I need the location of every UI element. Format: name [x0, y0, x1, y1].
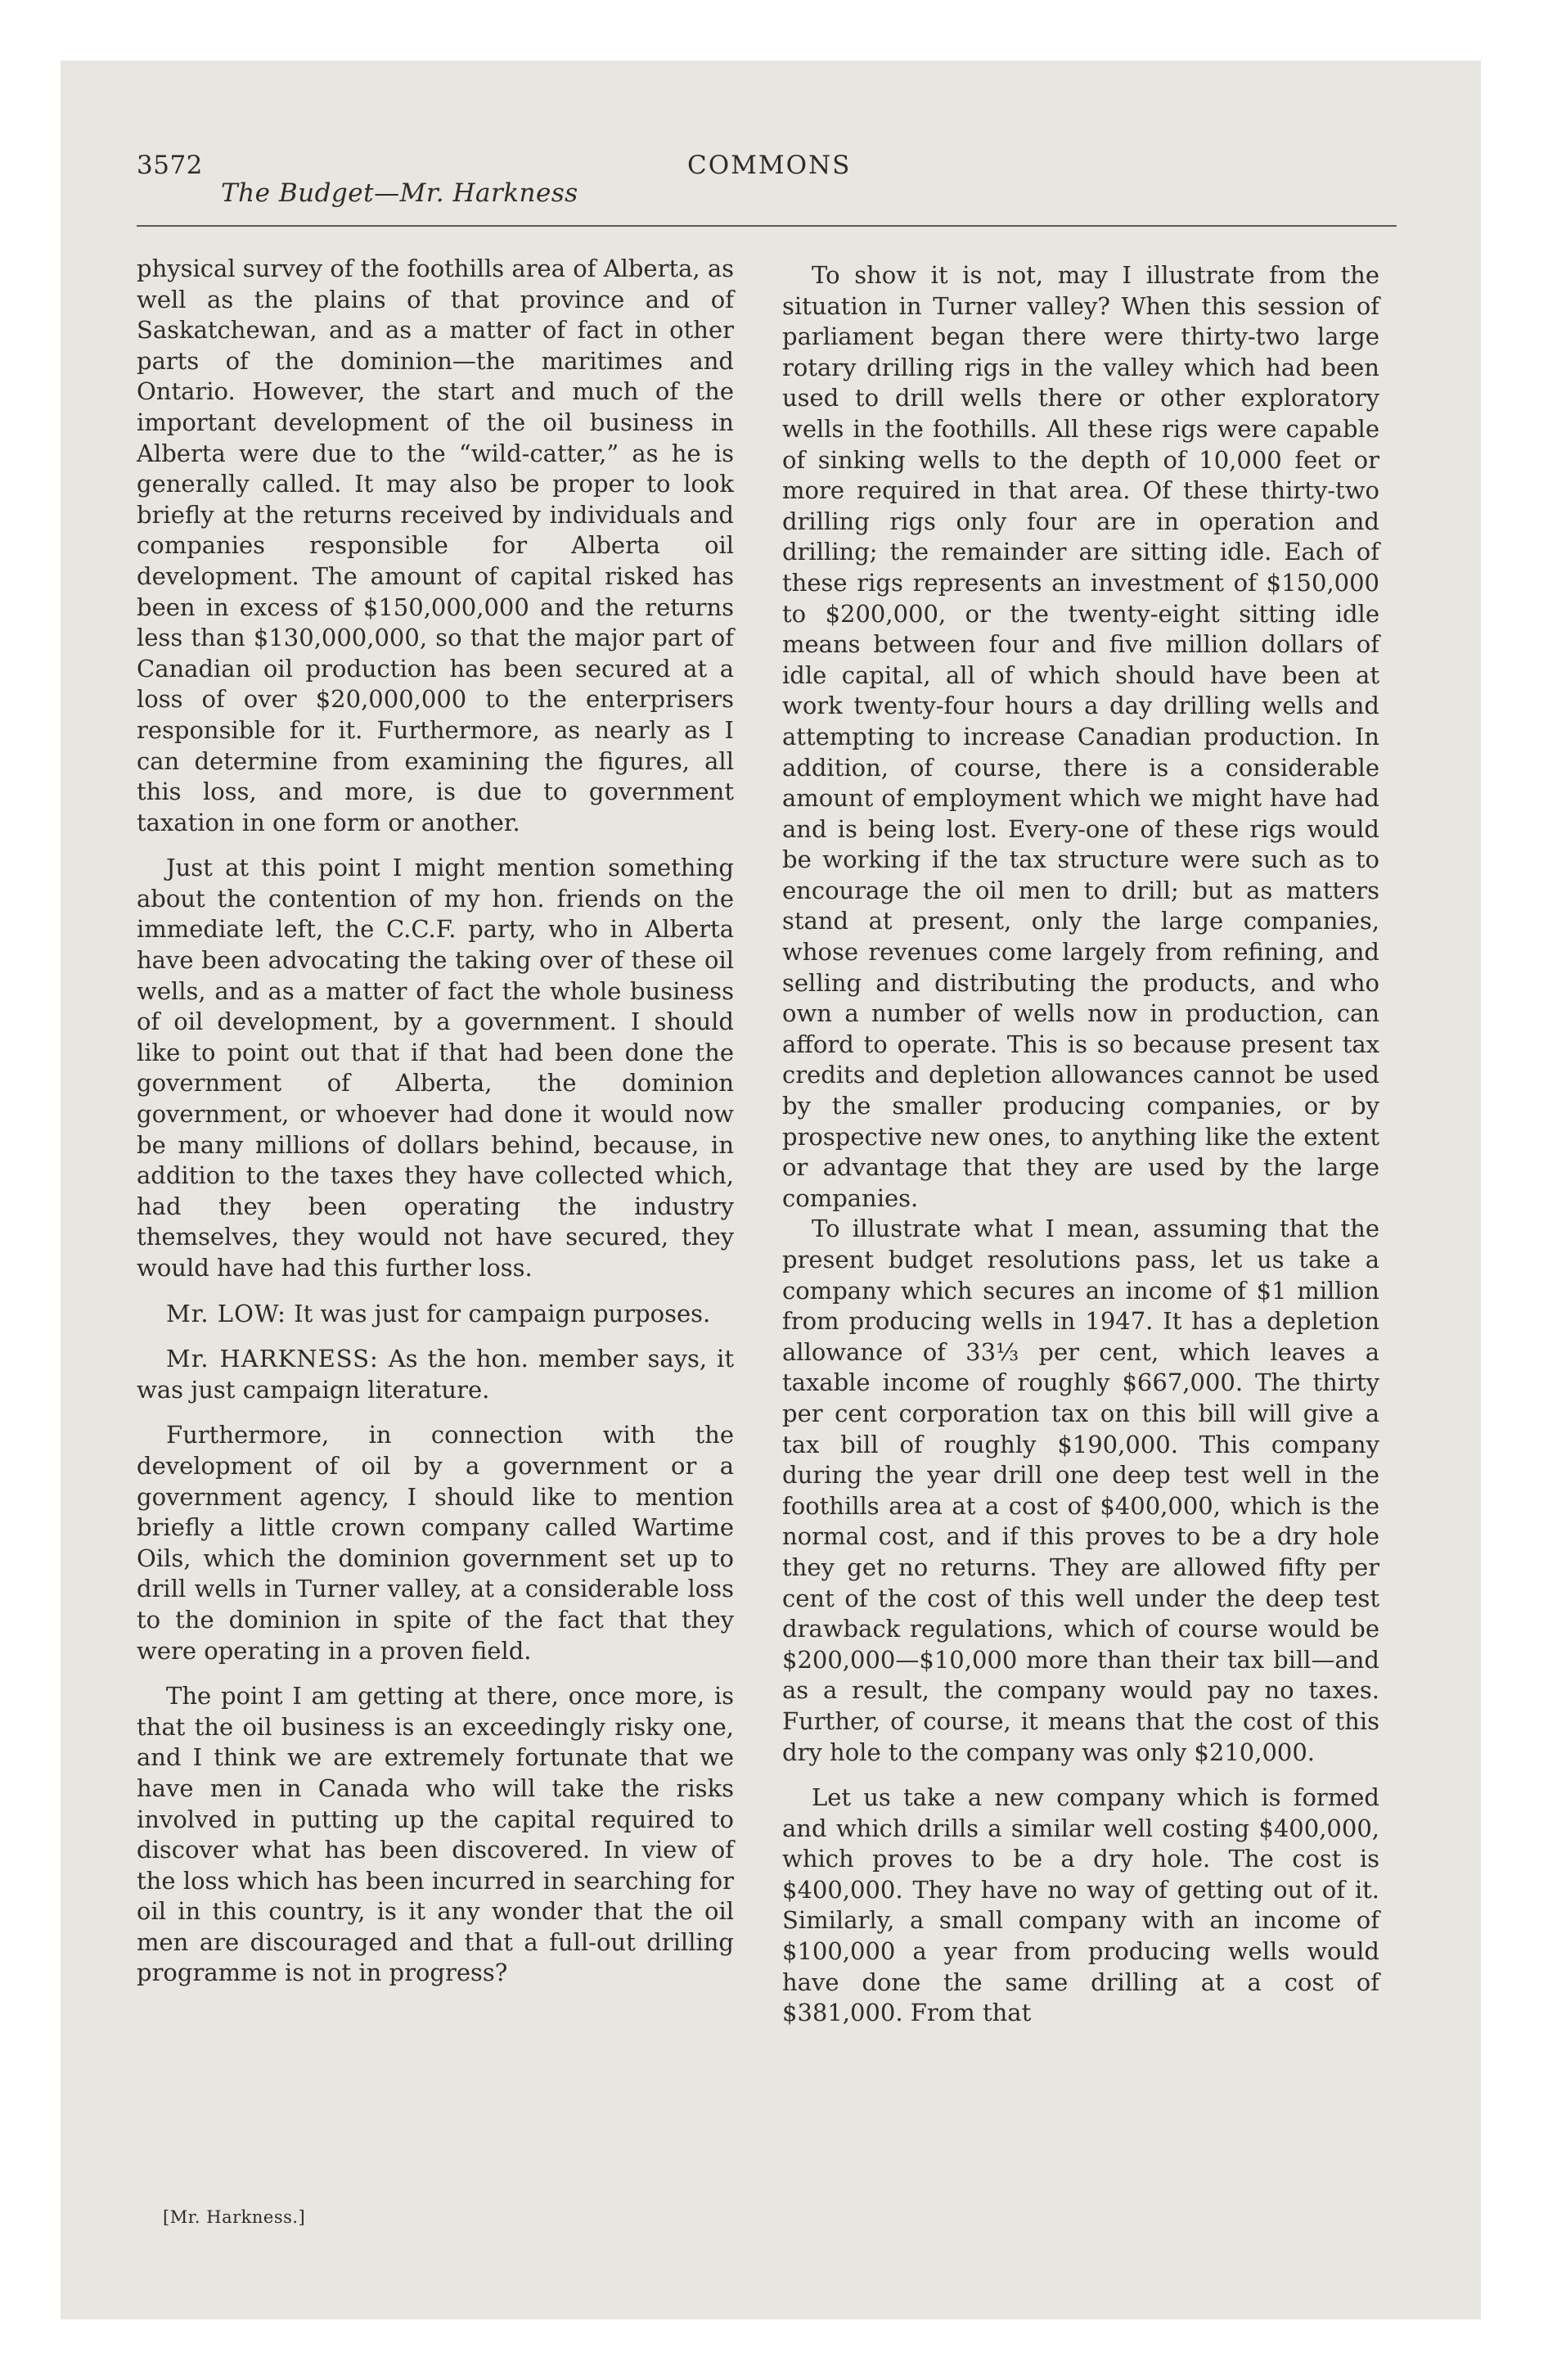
page-number: 3572: [137, 151, 203, 180]
paragraph: To show it is not, may I illustrate from the situation in Turner valley? When this session of parliament began there were thirty-two large rotary drilling rigs in the valley which had been used to drill wells there or other exploratory wells in the foothills. All these rigs were capable of sinking wells to the depth of 10,000 feet or more required in that area. Of these thirty-two drilling rigs only four are in operation and drilling; the remainder are sitting idle. Each of these rigs represents an investment of $150,000 to $200,000, or the twenty-eight sitting idle means between four and five million dollars of idle capital, all of which should have been at work twenty-four hours a day drilling wells and attempting to increase Canadian production. In addition, of course, there is a considerable amount of employment which we might have had and is being lost. Every-one of these rigs would be working if the tax structure were such as to encourage the oil men to drill; but as matters stand at present, only the large companies, whose revenues come largely from refining, and selling and distributing the products, and who own a number of wells now in production, can afford to operate. This is so because present tax credits and depletion allowances cannot be used by the smaller producing companies, or by prospective new ones, to anything like the extent or advantage that they are used by the large companies.: [782, 261, 1379, 1212]
left-column: [137, 254, 734, 1989]
chamber-label: COMMONS: [687, 151, 852, 180]
paragraph: Let us take a new company which is formed and which drills a similar well costing $400,000, which proves to be a dry hole. The cost is $400,000. They have no way of getting out of it. Similarly, a small company with an income of $100,000 a year from producing wells would have done the same drilling at a cost of $381,000. From that: [782, 1783, 1379, 2027]
speaker-name: Mr. HARKNESS:: [166, 1345, 379, 1373]
paragraph: The point I am getting at there, once more, is that the oil business is an exceedingly risky one, and I think we are extremely fortunate that we have men in Canada who will take the risks involved in putting up the capital required to discover what has been discovered. In view of the loss which has been incurred in searching for oil in this country, is it any wonder that the oil men are discouraged and that a full-out drilling programme is not in progress?: [137, 1682, 734, 1987]
footer-note: [Mr. Harkness.]: [163, 2207, 306, 2227]
speech-text: As the hon. member says, it was just campaign literature.: [137, 1345, 734, 1404]
paragraph: physical survey of the foothills area of Alberta, as well as the plains of that province and of Saskatchewan, and as a matter of fact in other parts of the dominion—the maritimes and Ontario. However, the start and much of the important development of the oil business in Alberta were due to the “wild-catter,” as he is generally called. It may also be proper to look briefly at the returns received by individuals and companies responsible for Alberta oil development. The amount of capital risked has been in excess of $150,000,000 and the returns less than $130,000,000, so that the major part of Canadian oil production has been secured at a loss of over $20,000,000 to the enterprisers responsible for it. Furthermore, as nearly as I can determine from examining the figures, all this loss, and more, is due to government taxation in one form or another.: [137, 255, 734, 836]
interjection: [137, 1299, 734, 1330]
interjection: [137, 1344, 734, 1405]
speech-text: It was just for campaign purposes.: [286, 1299, 711, 1327]
page-header: [137, 147, 1397, 221]
running-title: The Budget—Mr. Harkness: [221, 178, 578, 208]
header-rule: [137, 225, 1397, 227]
paragraph: Furthermore, in connection with the development of oil by a government or a government agency, I should like to mention briefly a little crown company called Wartime Oils, which the dominion government set up to drill wells in Turner valley, at a considerable loss to the dominion in spite of the fact that they were operating in a proven field.: [137, 1421, 734, 1665]
paragraph: Just at this point I might mention something about the contention of my hon. friends on the immediate left, the C.C.F. party, who in Alberta have been advocating the taking over of these oil wells, and as a matter of fact the whole business of oil development, by a government. I should like to point out that if that had been done the government of Alberta, the dominion government, or whoever had done it would now be many millions of dollars behind, because, in addition to the taxes they have collected which, had they been operating the industry themselves, they would not have secured, they would have had this further loss.: [137, 854, 734, 1282]
speaker-name: Mr. LOW:: [166, 1299, 286, 1327]
right-column: [782, 260, 1379, 2029]
paragraph: To illustrate what I mean, assuming that the present budget resolutions pass, let us take a company which secures an income of $1 million from producing wells in 1947. It has a depletion allowance of 33⅓ per cent, which leaves a taxable income of roughly $667,000. The thirty per cent corporation tax on this bill will give a tax bill of roughly $190,000. This company during the year drill one deep test well in the foothills area at a cost of $400,000, which is the normal cost, and if this proves to be a dry hole they get no returns. They are allowed fifty per cent of the cost of this well under the deep test drawback regulations, which of course would be $200,000—$10,000 more than their tax bill—and as a result, the company would pay no taxes. Further, of course, it means that the cost of this dry hole to the company was only $210,000.: [782, 1215, 1379, 1766]
